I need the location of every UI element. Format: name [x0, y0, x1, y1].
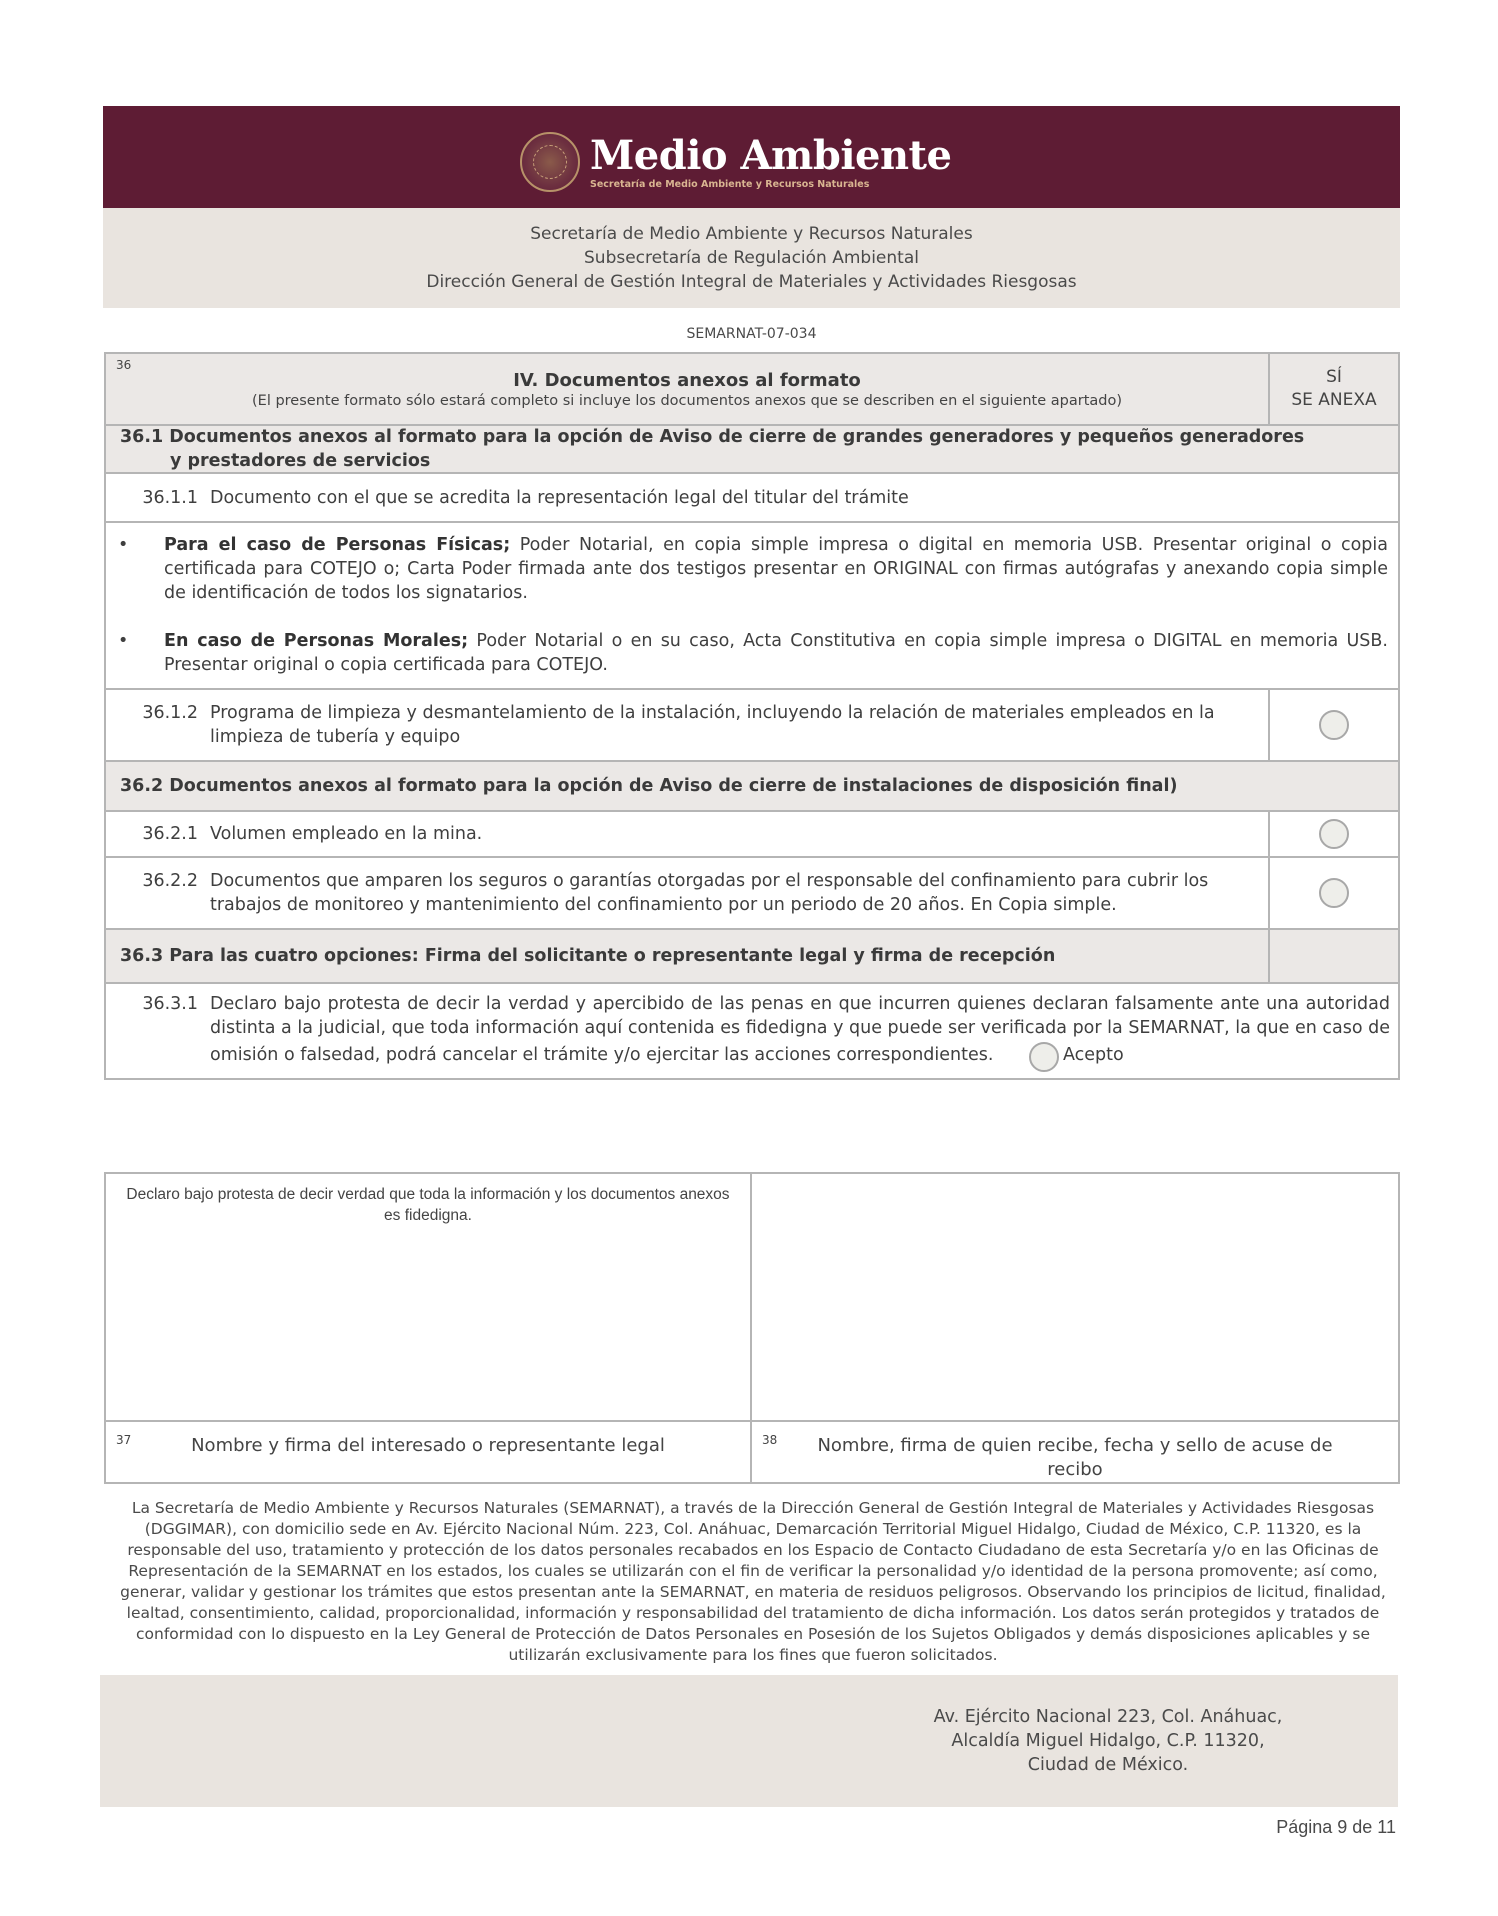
bullet-body: Poder Notarial, en copia simple impresa o digital en memoria USB. Presentar original o copia certificada para COTEJO o; Carta Poder firmada ante dos testigos presentar en ORIGINAL con firmas autógrafas y anexando copia simple de identificación de todos los signatarios. — [164, 535, 1388, 603]
section-header-row — [106, 354, 1398, 426]
subsection-title: 36.3 Para las cuatro opciones: Firma del solicitante o representante legal y firma de recepción — [120, 946, 1056, 966]
section-note: (El presente formato sólo estará completo si incluye los documentos anexos que se describen en el siguiente apartado) — [252, 393, 1122, 409]
brand-subtitle: Secretaría de Medio Ambiente y Recursos Naturales — [590, 179, 870, 190]
annex-radio-36-1-2[interactable] — [1319, 710, 1349, 740]
agency-line: Dirección General de Gestión Integral de Materiales y Actividades Riesgosas — [426, 272, 1077, 292]
coat-of-arms-icon — [520, 132, 580, 192]
address-line: Ciudad de México. — [1027, 1755, 1189, 1775]
subsection-header-36-2 — [106, 762, 1398, 812]
address-line: Av. Ejército Nacional 223, Col. Anáhuac, — [933, 1707, 1283, 1727]
item-number: 36.1.1 — [142, 487, 198, 508]
section-number: 36 — [116, 358, 132, 372]
bullet-lead: Para el caso de Personas Físicas; — [164, 535, 511, 555]
privacy-notice: La Secretaría de Medio Ambiente y Recursos Naturales (SEMARNAT), a través de la Dirección General de Gestión Integral de Materiales y Actividades Riesgosas (DGGIMAR), con domicilio sede en Av. Ejército Nacional Núm. 223, Col. Anáhuac, Demarcación Territorial Miguel Hidalgo, Ciudad de México, C.P. 11320, es la responsable del uso, tratamiento y protección de los datos personales recabados en los Espacio de Contacto Ciudadano de esta Secretaría y/o en las Oficinas de Representación de la SEMARNAT en los estados, los cuales se utilizarán con el fin de verificar la personalidad y/o identidad de la persona promovente; así como, generar, validar y gestionar los trámites que estos presentan ante la SEMARNAT, en materia de residuos peligrosos. Observando los principios de licitud, finalidad, lealtad, consentimiento, calidad, proporcionalidad, información y responsabilidad del tratamiento de dicha información. Los datos serán protegidos y tratados de conformidad con lo dispuesto en la Ley General de Protección de Datos Personales en Posesión de los Sujetos Obligados y demás disposiciones aplicables y se utilizarán exclusivamente para los fines que fueron solicitados. — [120, 1499, 1386, 1664]
declaration-note: Declaro bajo protesta de decir verdad que toda la información y los documentos anexos es fidedigna. — [106, 1174, 752, 1420]
form-code: SEMARNAT-07-034 — [686, 326, 817, 342]
field-number: 37 — [116, 1433, 132, 1447]
item-text: Documento con el que se acredita la representación legal del titular del trámite — [210, 487, 909, 508]
subsection-title-cont: y prestadores de servicios — [170, 451, 431, 471]
bullet-icon: • — [118, 631, 129, 651]
side-header — [1268, 354, 1398, 424]
list-item — [106, 629, 1388, 677]
annex-radio-36-2-2[interactable] — [1319, 878, 1349, 908]
reception-stamp-area — [752, 1174, 1398, 1420]
item-row-36-1-1 — [106, 474, 1398, 523]
side-header-annex: SE ANEXA — [1291, 390, 1377, 410]
annex-radio-36-2-1[interactable] — [1319, 819, 1349, 849]
item-row-36-2-1 — [106, 812, 1398, 858]
address-line: Alcaldía Miguel Hidalgo, C.P. 11320, — [951, 1731, 1265, 1751]
applicant-signature-cell — [106, 1422, 752, 1482]
item-row-36-3-1 — [106, 984, 1398, 1078]
item-number: 36.2.2 — [142, 871, 198, 891]
agency-line: Secretaría de Medio Ambiente y Recursos Naturales — [530, 224, 973, 244]
receiver-signature-label: Nombre, firma de quien recibe, fecha y sello de acuse de recibo — [817, 1435, 1333, 1480]
footer-band — [100, 1675, 1398, 1807]
agency-band — [103, 208, 1400, 308]
bullet-body: Poder Notarial o en su caso, Acta Constitutiva en copia simple impresa o DIGITAL en memoria USB. Presentar original o copia certificada para COTEJO. — [164, 631, 1388, 675]
annex-documents-table — [104, 352, 1400, 1080]
item-row-36-1-2 — [106, 690, 1398, 762]
bullets-row — [106, 523, 1398, 690]
signature-table — [104, 1172, 1400, 1484]
brand-title: Medio Ambiente — [590, 132, 952, 179]
subsection-header-36-1 — [106, 426, 1398, 474]
item-number: 36.1.2 — [142, 703, 198, 723]
page-number: Página 9 de 11 — [1276, 1817, 1396, 1837]
applicant-signature-label: Nombre y firma del interesado o representante legal — [191, 1435, 665, 1456]
footer-address — [888, 1705, 1328, 1777]
accept-radio[interactable] — [1029, 1042, 1059, 1072]
item-text: Documentos que amparen los seguros o garantías otorgadas por el responsable del confinamiento para cubrir los trabajos de monitoreo y mantenimiento del confinamiento por un periodo de 20 años. En Copia simple. — [210, 871, 1209, 915]
subsection-title: 36.1 Documentos anexos al formato para la opción de Aviso de cierre de grandes generadores y pequeños generadores — [120, 427, 1305, 447]
side-header-yes: SÍ — [1326, 367, 1342, 387]
section-title: IV. Documentos anexos al formato — [513, 370, 861, 391]
item-number: 36.3.1 — [142, 994, 198, 1014]
subsection-title: 36.2 Documentos anexos al formato para la opción de Aviso de cierre de instalaciones de disposición final) — [120, 776, 1178, 796]
subsection-header-36-3 — [106, 930, 1398, 984]
agency-line: Subsecretaría de Regulación Ambiental — [584, 248, 919, 268]
item-row-36-2-2 — [106, 858, 1398, 930]
bullet-lead: En caso de Personas Morales; — [164, 631, 469, 651]
declaration-text: Declaro bajo protesta de decir la verdad y apercibido de las penas en que incurren quienes declaran falsamente ante una autoridad distinta a la judicial, que toda información aquí contenida es fidedigna y que puede ser verificada por la SEMARNAT, la que en caso de omisión o falsedad, podrá cancelar el trámite y/o ejercitar las acciones correspondientes. — [210, 994, 1390, 1065]
bullet-icon: • — [118, 535, 129, 555]
accept-label: Acepto — [1063, 1045, 1124, 1065]
item-number: 36.2.1 — [142, 824, 198, 844]
field-number: 38 — [762, 1433, 778, 1447]
item-text: Volumen empleado en la mina. — [210, 824, 483, 844]
list-item — [106, 533, 1388, 605]
brand-logo — [520, 130, 951, 194]
item-text: Programa de limpieza y desmantelamiento de la instalación, incluyendo la relación de materiales empleados en la limpieza de tubería y equipo — [210, 703, 1215, 747]
receiver-signature-cell — [752, 1422, 1398, 1482]
